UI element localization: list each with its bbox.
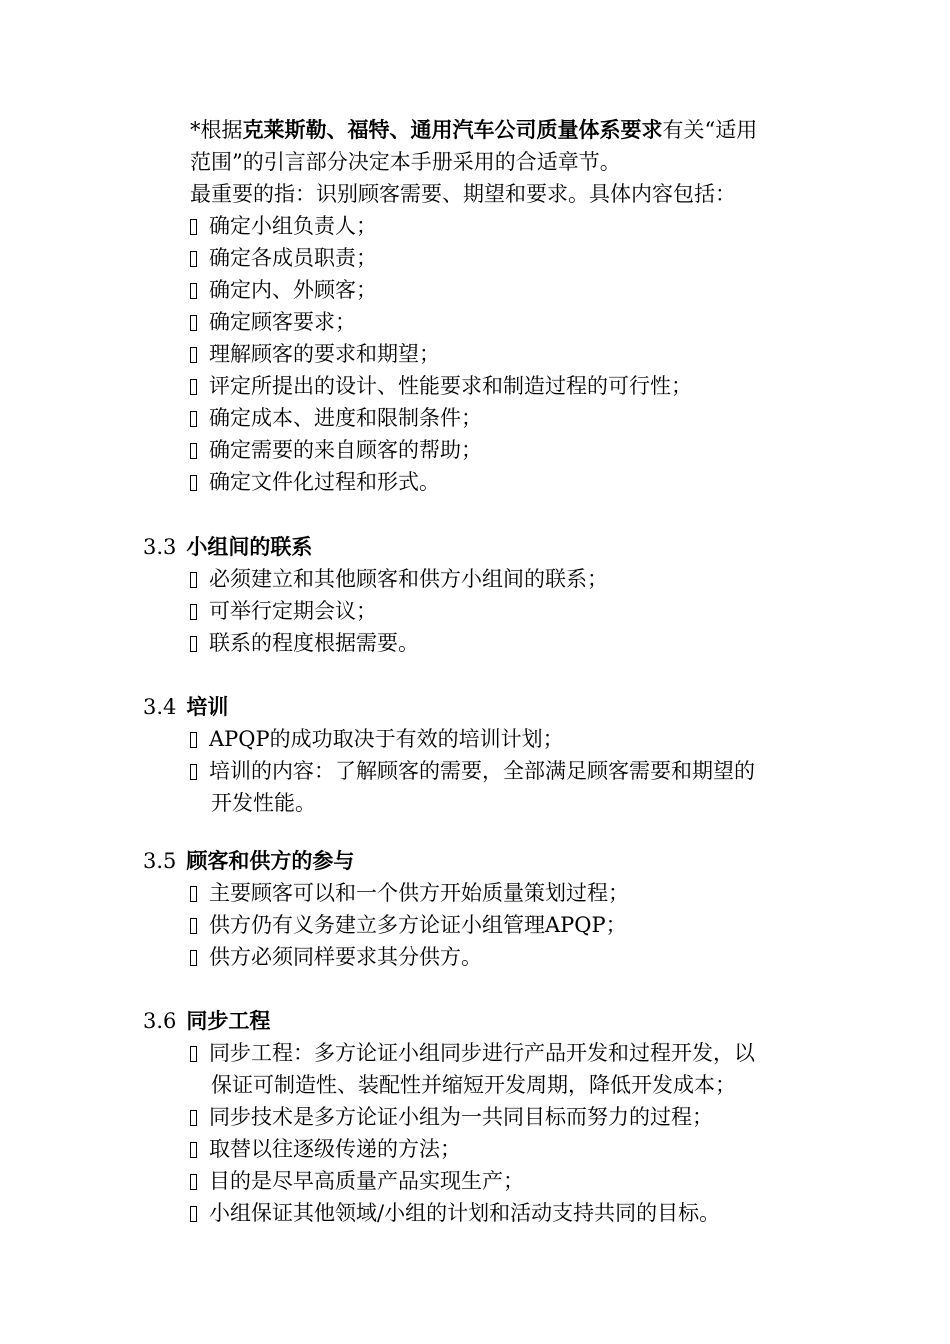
checkbox-bullet-icon — [190, 379, 197, 395]
bullet-text: 确定内、外顾客； — [209, 278, 377, 302]
bullet-text: 可举行定期会议； — [209, 599, 377, 623]
section-bullet — [190, 877, 629, 909]
bullet-text: 确定成本、进度和限制条件； — [209, 406, 482, 430]
checkbox-bullet-icon — [190, 411, 197, 427]
checkbox-bullet-icon — [190, 1174, 197, 1190]
section-bullet — [190, 941, 482, 973]
intro-line-1 — [190, 114, 757, 146]
bullet-text: 培训的内容：了解顾客的需要，全部满足顾客需要和期望的 — [209, 759, 755, 783]
intro-suffix: 有关“适用 — [662, 118, 758, 142]
intro-bullet — [190, 338, 440, 370]
bullet-text: 必须建立和其他顾客和供方小组间的联系； — [209, 567, 608, 591]
checkbox-bullet-icon — [190, 732, 197, 748]
checkbox-bullet-icon — [190, 918, 197, 934]
section-title: 顾客和供方的参与 — [186, 848, 355, 873]
section-heading-3-6 — [143, 1005, 270, 1037]
section-bullet — [190, 595, 377, 627]
checkbox-bullet-icon — [190, 886, 197, 902]
section-heading-3-5 — [143, 845, 354, 877]
section-bullet — [190, 1037, 755, 1069]
bullet-text: 小组保证其他领域/小组的计划和活动支持共同的目标。 — [209, 1201, 721, 1225]
section-bullet — [190, 1197, 720, 1229]
section-number: 3.4 — [143, 695, 177, 719]
bullet-text: 联系的程度根据需要。 — [209, 631, 419, 655]
section-title: 同步工程 — [186, 1008, 271, 1033]
bullet-text: 同步工程：多方论证小组同步进行产品开发和过程开发，以 — [209, 1041, 755, 1065]
checkbox-bullet-icon — [190, 1046, 197, 1062]
checkbox-bullet-icon — [190, 1110, 197, 1126]
checkbox-bullet-icon — [190, 950, 197, 966]
checkbox-bullet-icon — [190, 572, 197, 588]
intro-line-2: 范围”的引言部分决定本手册采用的合适章节。 — [190, 150, 621, 174]
section-number: 3.5 — [143, 849, 177, 873]
intro-prefix: *根据 — [190, 118, 243, 142]
checkbox-bullet-icon — [190, 347, 197, 363]
section-bullet — [190, 909, 627, 941]
bullet-text: 确定各成员职责； — [209, 246, 377, 270]
checkbox-bullet-icon — [190, 1206, 197, 1222]
checkbox-bullet-icon — [190, 1142, 197, 1158]
bullet-text: 确定需要的来自顾客的帮助； — [209, 438, 482, 462]
section-title: 培训 — [186, 694, 229, 719]
bullet-text: 确定小组负责人； — [209, 214, 377, 238]
checkbox-bullet-icon — [190, 764, 197, 780]
bullet-continuation: 保证可制造性、装配性并缩短开发周期，降低开发成本； — [211, 1073, 736, 1097]
checkbox-bullet-icon — [190, 219, 197, 235]
bullet-text: 取替以往逐级传递的方法； — [209, 1137, 461, 1161]
bullet-text: 供方仍有义务建立多方论证小组管理APQP； — [209, 913, 627, 937]
checkbox-bullet-icon — [190, 283, 197, 299]
checkbox-bullet-icon — [190, 636, 197, 652]
intro-bullet — [190, 306, 356, 338]
intro-bullet — [190, 210, 377, 242]
section-bullet — [190, 723, 564, 755]
section-number: 3.6 — [143, 1009, 177, 1033]
checkbox-bullet-icon — [190, 604, 197, 620]
section-number: 3.3 — [143, 535, 177, 559]
intro-bullet — [190, 242, 377, 274]
bullet-continuation: 开发性能。 — [211, 791, 316, 815]
checkbox-bullet-icon — [190, 443, 197, 459]
bullet-text: 理解顾客的要求和期望； — [209, 342, 440, 366]
intro-bullet — [190, 466, 440, 498]
intro-bold-standard: 克莱斯勒、福特、通用汽车公司质量体系要求 — [242, 117, 663, 142]
section-bullet — [190, 1165, 524, 1197]
checkbox-bullet-icon — [190, 315, 197, 331]
intro-bullet — [190, 370, 692, 402]
intro-bullet — [190, 274, 377, 306]
section-bullet — [190, 1133, 461, 1165]
bullet-text: 确定文件化过程和形式。 — [209, 470, 440, 494]
section-bullet — [190, 1101, 713, 1133]
checkbox-bullet-icon — [190, 251, 197, 267]
section-title: 小组间的联系 — [186, 534, 313, 559]
section-heading-3-3 — [143, 531, 312, 563]
bullet-text: 确定顾客要求； — [209, 310, 356, 334]
bullet-text: 评定所提出的设计、性能要求和制造过程的可行性； — [209, 374, 692, 398]
bullet-text: APQP的成功取决于有效的培训计划； — [209, 727, 564, 751]
checkbox-bullet-icon — [190, 475, 197, 491]
bullet-text: 主要顾客可以和一个供方开始质量策划过程； — [209, 881, 629, 905]
intro-line-3: 最重要的指：识别顾客需要、期望和要求。具体内容包括： — [190, 182, 736, 206]
section-bullet — [190, 627, 419, 659]
intro-bullet — [190, 434, 482, 466]
section-bullet — [190, 755, 755, 787]
bullet-text: 目的是尽早高质量产品实现生产； — [209, 1169, 524, 1193]
bullet-text: 供方必须同样要求其分供方。 — [209, 945, 482, 969]
bullet-text: 同步技术是多方论证小组为一共同目标而努力的过程； — [209, 1105, 713, 1129]
section-heading-3-4 — [143, 691, 228, 723]
section-bullet — [190, 563, 608, 595]
intro-bullet — [190, 402, 482, 434]
